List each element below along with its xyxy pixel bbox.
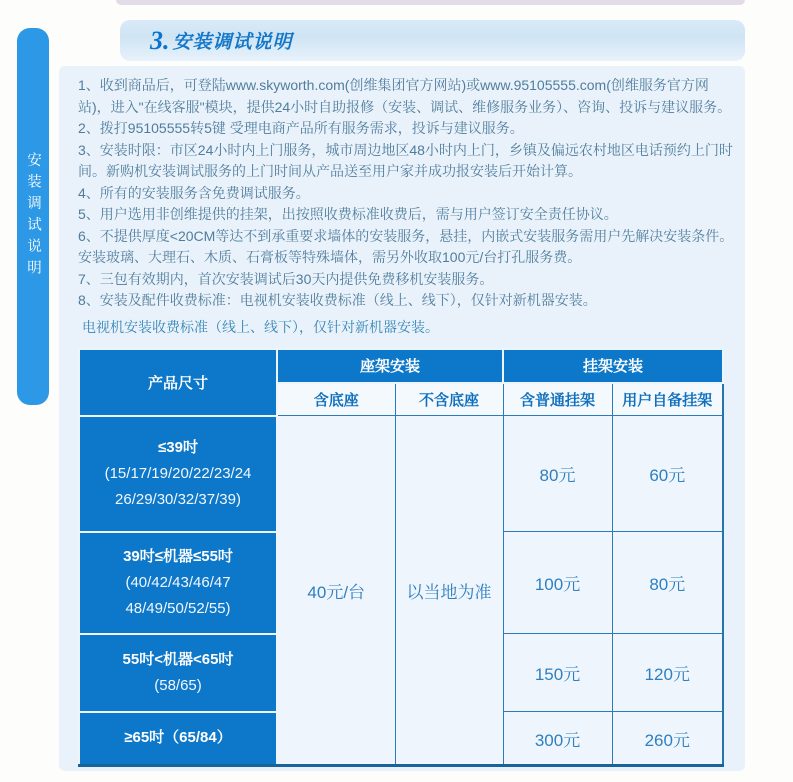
standard-mount-price: 100元 [503, 532, 612, 634]
col-header-standard-mount: 含普通挂架 [503, 383, 612, 416]
table-subtitle: 电视机安装收费标准（线上、线下），仅针对新机器安装。 [82, 318, 439, 335]
note-item-3: 3、安装时限：市区24小时内上门服务，城市周边地区48小时内上门，乡镇及偏远农村地区电话预约上门时间。新购机安装调试服务的上门时间从产品送至用户家并成功报安装后开始计算。 [78, 141, 733, 179]
install-price-table [78, 348, 724, 768]
own-mount-price: 80元 [612, 532, 723, 634]
note-item-7: 7、三包有效期内，首次安装调试后30天内提供免费移机安装服务。 [78, 270, 494, 287]
size-cell-39-55: 39吋≤机器≤55吋 (40/42/43/46/47 48/49/50/52/55) [79, 532, 277, 634]
col-header-with-base: 含底座 [277, 383, 395, 416]
note-item-5: 5、用户选用非创维提供的挂架，出按照收费标准收费后，需与用户签订安全责任协议。 [78, 206, 618, 222]
standard-mount-price: 300元 [503, 712, 612, 766]
notes-list [59, 66, 745, 312]
note-item-2: 2、拨打95105555转5键 受理电商产品所有服务需求，投诉与建议服务。 [78, 120, 524, 136]
section-header [120, 20, 745, 61]
size-cell-ge65: ≥65吋（65/84） [79, 712, 277, 766]
standard-mount-price: 150元 [503, 634, 612, 712]
own-mount-price: 60元 [612, 416, 723, 532]
col-header-product-size: 产品尺寸 [79, 349, 277, 416]
stand-without-base-price: 以当地为准 [395, 416, 503, 766]
col-group-mount-install: 挂架安装 [503, 349, 723, 383]
note-item-1: 1、收到商品后，可登陆www.skyworth.com(创维集团官方网站)或www.95105555.com(创维服务官方网站)，进入"在线客服"模块，提供24小时自助报修（安装、调试、维修服务业务）、咨询、投诉与建议服务。 [78, 77, 732, 115]
col-header-own-mount: 用户自备挂架 [612, 383, 723, 416]
note-item-6: 6、不提供厚度<20CM等达不到承重要求墙体的安装服务，悬挂，内嵌式安装服务需用户先解决安装条件。安装玻璃、大理石、木质、石膏板等特殊墙体，需另外收取100元/台打孔服务费。 [78, 227, 734, 265]
size-cell-le39: ≤39吋 (15/17/19/20/22/23/24 26/29/30/32/37/39) [79, 416, 277, 532]
size-cell-55-65: 55吋<机器<65吋 (58/65) [79, 634, 277, 712]
section-number: 3. [150, 25, 170, 55]
own-mount-price: 120元 [612, 634, 723, 712]
note-item-8: 8、安装及配件收费标准：电视机安装收费标准（线上、线下），仅针对新机器安装。 [78, 292, 597, 308]
note-item-4: 4、所有的安装服务含免费调试服务。 [78, 184, 310, 201]
previous-section-edge [116, 0, 745, 5]
side-tab-install-notes [17, 28, 49, 405]
table-row [79, 416, 723, 532]
col-header-without-base: 不含底座 [395, 383, 503, 416]
side-tab-label: 安装调试说明 [25, 152, 41, 281]
col-group-stand-install: 座架安装 [277, 349, 503, 383]
section-title: 安装调试说明 [172, 32, 293, 53]
own-mount-price: 260元 [612, 712, 723, 766]
content-panel [59, 66, 745, 771]
standard-mount-price: 80元 [503, 416, 612, 532]
stand-with-base-price: 40元/台 [277, 416, 395, 766]
